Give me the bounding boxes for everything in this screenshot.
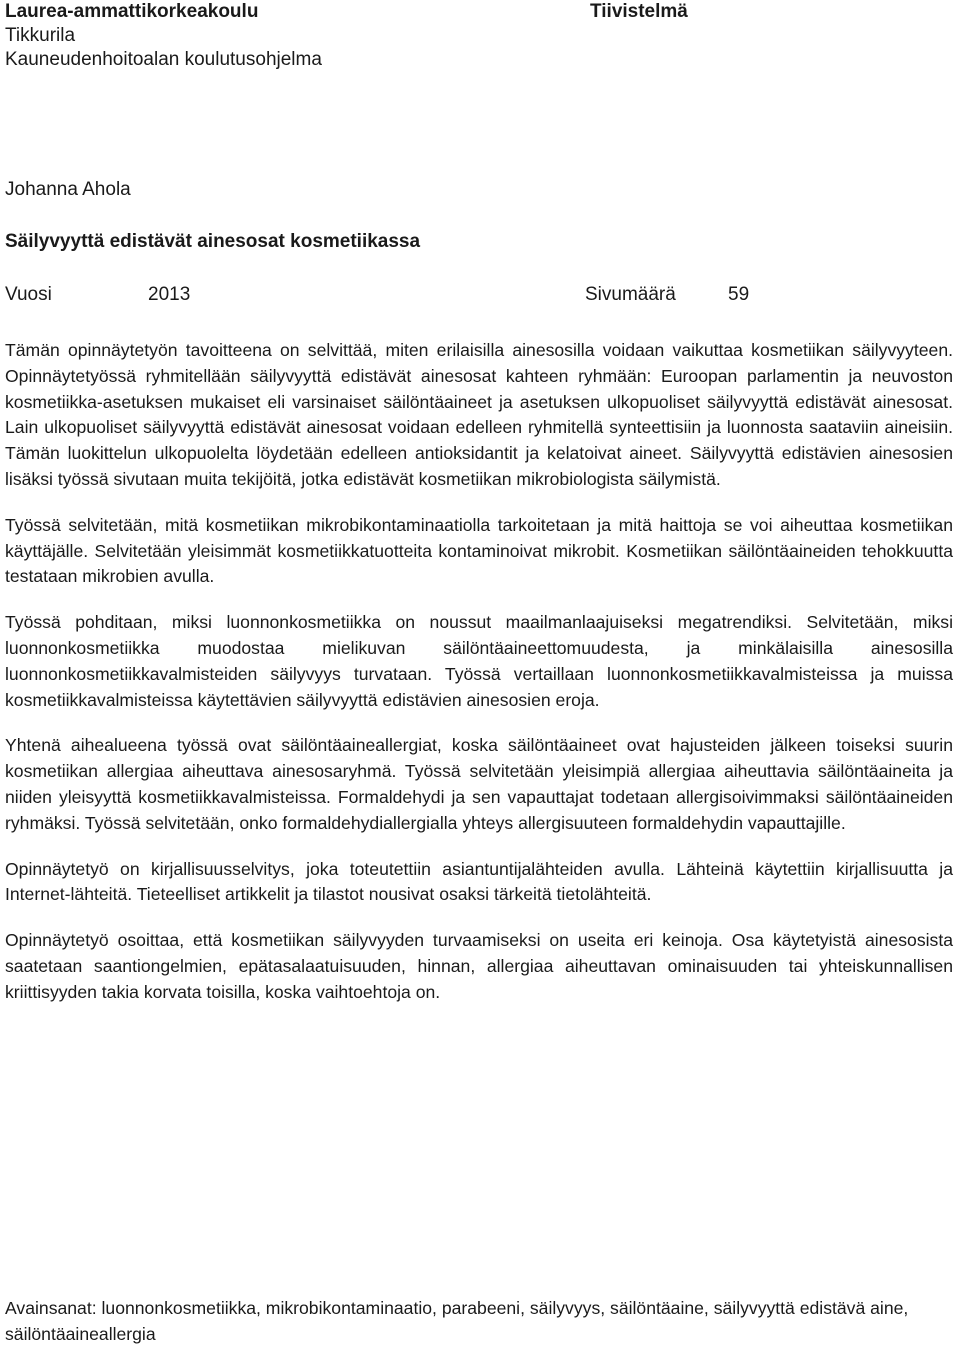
author-name: Johanna Ahola: [5, 179, 131, 200]
keywords: Avainsanat: luonnonkosmetiikka, mikrobikontaminaatio, parabeeni, säilyvyys, säilöntäaine, säilyvyyttä edistävä aine, säilöntäaineallergia: [5, 1298, 909, 1344]
document-header: [5, 0, 945, 80]
campus-name: Tikkurila: [5, 25, 76, 46]
abstract-body: [5, 338, 953, 1026]
institution-name: Laurea-ammattikorkeakoulu: [5, 1, 259, 22]
abstract-paragraph: Opinnäytetyö osoittaa, että kosmetiikan säilyvyyden turvaamiseksi on useita eri keinoja. Osa käytetyistä ainesosista saatetaan saantiongelmien, epätasalaatuisuuden, hinnan, allergiaa aiheuttavan ominaisuuden tai yhteiskunnallisen kriittisyyden takia korvata toisilla, koska vaihtoehtoja on.: [5, 930, 953, 1002]
abstract-paragraph: Työssä pohditaan, miksi luonnonkosmetiikka on noussut maailmanlaajuiseksi megatrendiksi. Selvitetään, miksi luonnonkosmetiikka muodostaa mielikuvan säilöntäaineettomuudesta, ja minkälaisilla ainesosilla luonnonkosmetiikkavalmisteiden säilyvyys turvataan. Työssä vertaillaan luonnonkosmetiikkavalmisteissa ja muissa kosmetiikkavalmisteissa käytettävien säilyvyyttä edistävien ainesosien eroja.: [5, 612, 953, 710]
year-value: 2013: [148, 284, 191, 305]
pages-value: 59: [728, 284, 750, 305]
document-type: Tiivistelmä: [590, 1, 688, 22]
programme-name: Kauneudenhoitoalan koulutusohjelma: [5, 49, 322, 70]
year-label: Vuosi: [5, 284, 52, 305]
abstract-paragraph: Tämän opinnäytetyön tavoitteena on selvittää, miten erilaisilla ainesosilla voidaan vaikuttaa kosmetiikan säilyvyyteen. Opinnäytetyössä ryhmitellään säilyvyyttä edistävät ainesosat kahteen ryhmään: Euroopan parlamentin ja neuvoston kosmetiikka-asetuksen mukaiset eli varsinaiset säilöntäaineet ja asetuksen ulkopuoliset säilyvyyttä edistävät ainesosat. Lain ulkopuoliset säilyvyyttä edistävät ainesosat voidaan edelleen ryhmitellä synteettisiin ja luonnosta saataviin aineisiin. Tämän luokittelun ulkopuolelta löydetään edelleen antioksidantit ja kelatoivat aineet. Säilyvyyttä edistävien ainesosien lisäksi työssä sivutaan muita tekijöitä, jotka edistävät kosmetiikan mikrobiologista säilymistä.: [5, 340, 953, 489]
thesis-title: Säilyvyyttä edistävät ainesosat kosmetiikassa: [5, 231, 421, 252]
pages-label: Sivumäärä: [585, 284, 676, 305]
abstract-paragraph: Yhtenä aihealueena työssä ovat säilöntäaineallergiat, koska säilöntäaineet ovat hajusteiden jälkeen toiseksi suurin kosmetiikan allergiaa aiheuttava ainesosaryhmä. Työssä selvitetään yleisimpiä allergiaa aiheuttavia säilöntäaineita ja niiden yleisyyttä kosmetiikkavalmisteissa. Formaldehydi ja sen vapauttajat todetaan allergisoivimmaksi säilöntäaineiden ryhmäksi. Työssä selvitetään, onko formaldehydiallergialla yhteys allergisuuteen formaldehydin vapauttajille.: [5, 735, 953, 833]
abstract-paragraph: Opinnäytetyö on kirjallisuusselvitys, joka toteutettiin asiantuntijalähteiden avulla. Lähteinä käytettiin kirjallisuutta ja Internet-lähteitä. Tieteelliset artikkelit ja tilastot nousivat osaksi tärkeitä tietolähteitä.: [5, 858, 953, 905]
abstract-paragraph: Työssä selvitetään, mitä kosmetiikan mikrobikontaminaatiolla tarkoitetaan ja mitä haittoja se voi aiheuttaa kosmetiikan käyttäjälle. Selvitetään yleisimmät kosmetiikkatuotteita kontaminoivat mikrobit. Kosmetiikan säilöntäaineiden tehokkuutta testataan mikrobien avulla.: [5, 514, 953, 587]
